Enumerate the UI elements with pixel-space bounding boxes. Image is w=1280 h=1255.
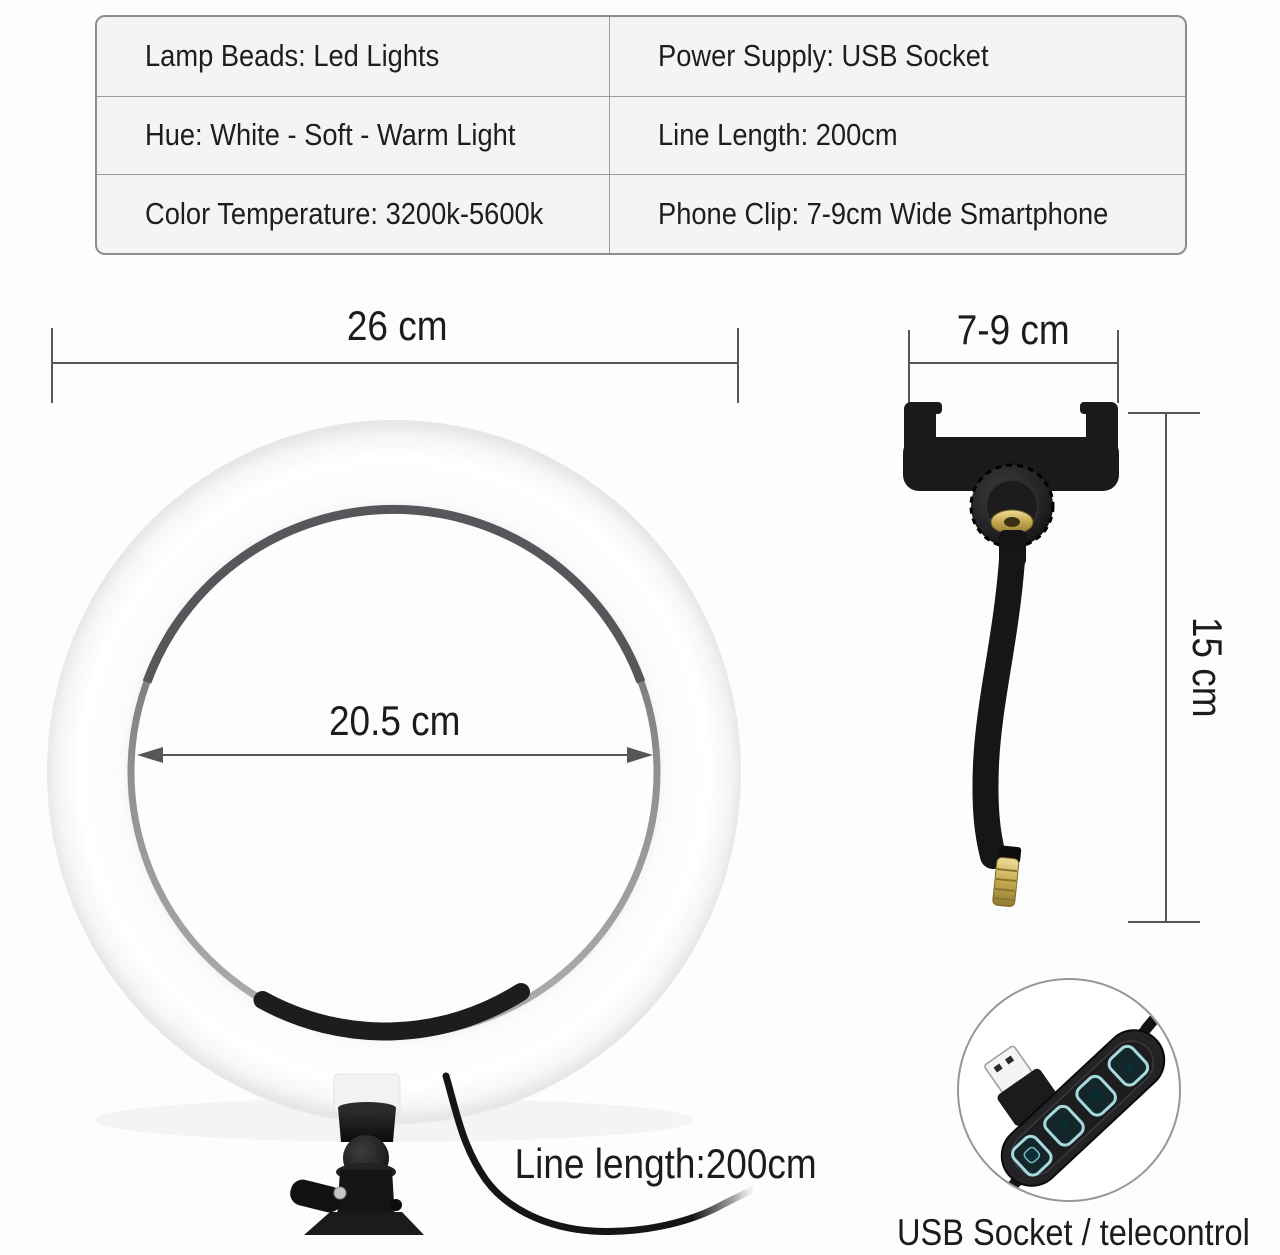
label-phone-holder-height-text: 15 cm: [1184, 616, 1231, 718]
label-usb-caption-text: USB Socket / telecontrol: [897, 1212, 1250, 1253]
label-ring-outer-diameter-text: 26 cm: [346, 302, 448, 349]
spec-text-hue: Hue: White - Soft - Warm Light: [145, 117, 516, 153]
arrowhead-left-icon: [137, 747, 163, 763]
usb-remote-inset: [958, 979, 1180, 1201]
lever-pin: [334, 1187, 346, 1199]
arrowhead-right-icon: [627, 747, 653, 763]
spec-text-lamp-beads: Lamp Beads: Led Lights: [145, 38, 440, 74]
label-phone-holder-height: [1185, 587, 1229, 747]
label-ring-inner-diameter: [295, 699, 495, 743]
label-usb-caption: [897, 1211, 1280, 1255]
phone-clip-holder: [903, 402, 1119, 907]
label-line-length-text: Line length:200cm: [514, 1140, 818, 1187]
label-ring-inner-diameter-text: 20.5 cm: [329, 697, 461, 744]
label-phone-clip-width: [913, 308, 1113, 352]
cup-side-knob: [390, 1199, 402, 1211]
spec-text-power-supply: Power Supply: USB Socket: [658, 38, 989, 74]
flexible-arm: [985, 560, 1012, 856]
ring-diffuser: [47, 420, 741, 1124]
tripod-top: [304, 1212, 424, 1235]
spec-text-phone-clip: Phone Clip: 7-9cm Wide Smartphone: [658, 196, 1109, 232]
mount-cylinder-top: [338, 1102, 396, 1114]
ring-light: [47, 420, 741, 1124]
dimension-20-5cm: [137, 747, 653, 763]
gold-screw-center: [1004, 517, 1020, 527]
spec-text-line-length: Line Length: 200cm: [658, 117, 898, 153]
label-ring-outer-diameter: [297, 304, 497, 348]
label-phone-clip-width-text: 7-9 cm: [956, 306, 1070, 353]
label-line-length: [466, 1142, 866, 1186]
spec-text-color-temperature: Color Temperature: 3200k-5600k: [145, 196, 544, 232]
